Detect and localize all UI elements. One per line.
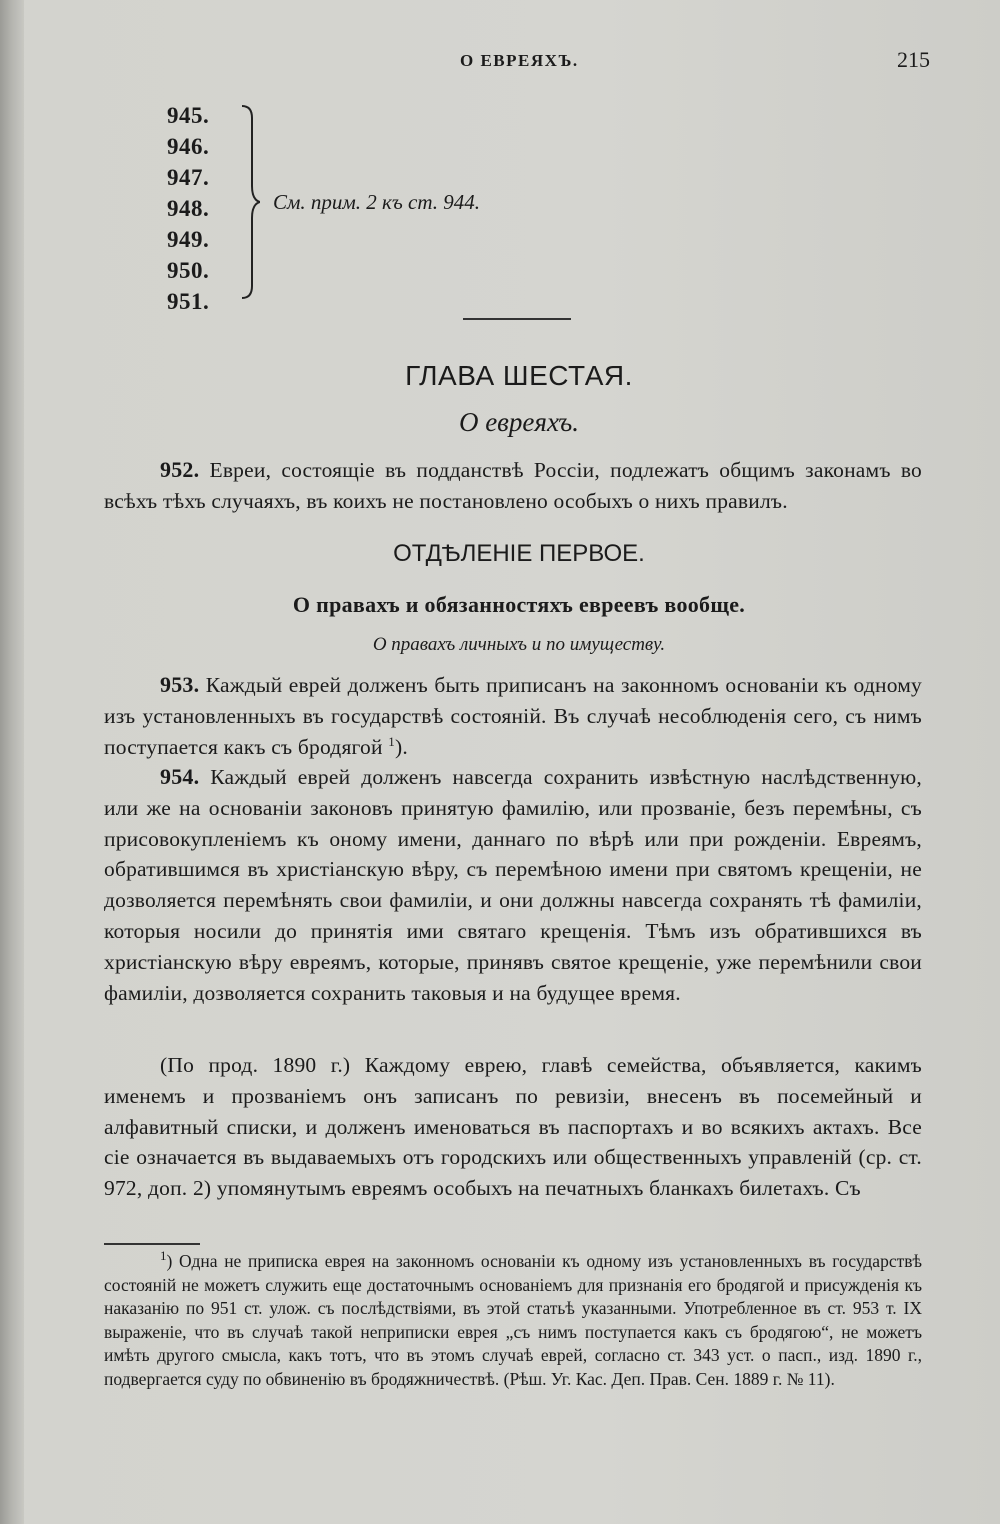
page-header — [100, 47, 930, 77]
article-text: Каждый еврей долженъ быть приписанъ на законномъ основаніи къ одному изъ установленныхъ въ государствѣ состояній. Въ случаѣ несоблюденія сего, съ нимъ поступается какъ съ бродягой — [104, 673, 922, 759]
section-subsubtitle: О правахъ личныхъ и по имуществу. — [372, 634, 666, 655]
footnote-mark: 1 — [160, 1248, 167, 1264]
cross-reference: См. прим. 2 къ ст. 944. — [273, 190, 481, 214]
page-number: 215 — [897, 47, 930, 72]
article-number: 952. — [160, 457, 200, 482]
footnote-divider — [104, 1243, 200, 1245]
section-title: ОТДѢЛЕНІЕ ПЕРВОЕ. — [393, 540, 645, 567]
paragraph-1890 — [104, 1050, 922, 1204]
footnote — [104, 1250, 922, 1392]
footnote-mark: 1 — [388, 733, 395, 749]
article-text: Евреи, состоящіе въ подданствѣ Россіи, подлежатъ общимъ законамъ во всѣхъ тѣхъ случаяхъ, въ коихъ не постановлено особыхъ о нихъ правилъ. — [104, 458, 922, 513]
article-952 — [104, 455, 922, 517]
article-number: 946. — [167, 134, 210, 159]
page-spine-shadow — [0, 0, 24, 1524]
curly-brace — [238, 104, 260, 300]
paragraph-text: (По прод. 1890 г.) Каждому еврею, главѣ семейства, объявляется, какимъ именемъ и прозваніемъ онъ записанъ по ревизіи, внесенъ въ посемейный и алфавитный списки, и долженъ именоваться въ паспортахъ и во всякихъ актахъ. Все сіе означается въ выдаваемыхъ отъ городскихъ или общественныхъ управленій (ср. ст. 972, доп. 2) упомянутымъ евреямъ особыхъ на печатныхъ бланкахъ билетахъ. Съ — [104, 1053, 922, 1201]
footnote-text: ) Одна не приписка еврея на законномъ основаніи къ одному изъ установленныхъ въ государствѣ состояній не можетъ служить еще достаточнымъ основаніемъ для признанія его бродягой и присужденія къ наказанію по 951 ст. улож. съ послѣдствіями, въ этой статьѣ указанными. Употребленное въ ст. 953 т. IX выраженіе, что въ случаѣ такой неприписки еврея „съ нимъ поступается какъ съ бродягою“, не можетъ имѣть другого смысла, какъ тотъ, что въ этомъ случаѣ еврей, согласно ст. 343 уст. о пасп., изд. 1890 г., подвергается суду по обвиненію въ бродяжничествѣ. (Рѣш. Уг. Кас. Деп. Прав. Сен. 1889 г. № 11). — [104, 1251, 922, 1389]
chapter-subtitle: О евреяхъ. — [458, 407, 580, 437]
article-number: 949. — [167, 227, 210, 252]
repealed-articles-list — [167, 100, 247, 317]
article-number: 945. — [167, 103, 210, 128]
article-number: 948. — [167, 196, 210, 221]
article-number: 953. — [160, 672, 200, 697]
article-text-end: ). — [394, 734, 408, 759]
section-subtitle: О правахъ и обязанностяхъ евреевъ вообще. — [292, 592, 746, 617]
article-text: Каждый еврей долженъ навсегда сохранить извѣстную наслѣдственную, или же на основаніи законовъ принятую фамилію, или прозваніе, безъ перемѣны, съ присовокупленіемъ къ оному имени, даннаго по вѣрѣ или при рожденіи. Евреямъ, обратившимся въ христіанскую вѣру, съ перемѣною имени при святомъ крещеніи, не дозволяется перемѣнять свои фамиліи, и они должны навсегда сохранять тѣ фамиліи, которыя носили до принятія ими святаго крещенія. Тѣмъ изъ обратившихся въ христіанскую вѣру евреямъ, которые, принявъ святое крещеніе, уже перемѣнили свои фамиліи, дозволяется сохранить таковыя и на будущее время. — [104, 765, 922, 1005]
article-number: 951. — [167, 289, 210, 314]
running-title: О ЕВРЕЯХЪ. — [460, 51, 579, 70]
article-number: 950. — [167, 258, 210, 283]
article-number: 954. — [160, 764, 200, 789]
chapter-divider — [463, 318, 571, 320]
chapter-title: ГЛАВА ШЕСТАЯ. — [405, 360, 633, 391]
article-number: 947. — [167, 165, 210, 190]
article-954 — [104, 762, 922, 1008]
article-953 — [104, 670, 922, 762]
